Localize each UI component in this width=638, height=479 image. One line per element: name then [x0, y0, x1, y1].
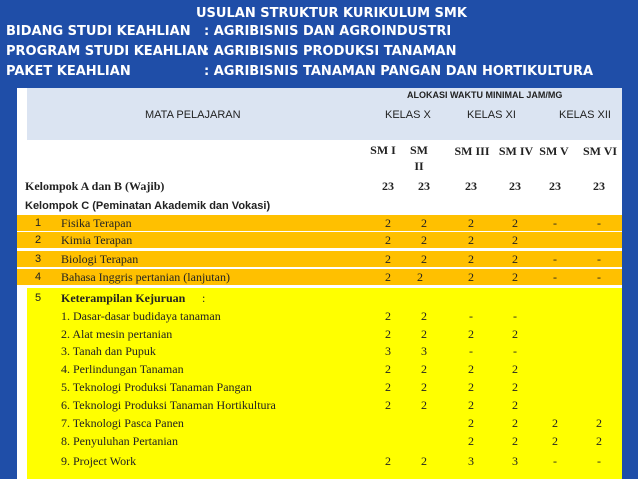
semester-label-3: SM III	[454, 144, 490, 158]
sm6-value	[587, 232, 611, 248]
subject-name: Bahasa Inggris pertanian (lanjutan)	[61, 270, 230, 284]
alokasi-header: ALOKASI WAKTU MINIMAL JAM/MG	[407, 90, 563, 100]
kelas-xii-header: KELAS XII	[559, 109, 611, 121]
row-number: 5	[34, 292, 42, 304]
sm1-value	[376, 415, 400, 431]
sm6-value: -	[597, 270, 601, 284]
table-header	[27, 88, 622, 140]
sm1-value	[376, 433, 400, 449]
program-studi-label: PROGRAM STUDI KEAHLIAN	[6, 44, 208, 59]
table-row	[17, 343, 622, 359]
sm2-value: 2	[421, 398, 427, 412]
sm5-value: 2	[552, 416, 558, 430]
sm5-value: -	[553, 454, 557, 468]
sm6-value: 2	[596, 434, 602, 448]
sm5-value: -	[553, 216, 557, 230]
sm5-value	[543, 379, 567, 395]
sm5-value	[543, 326, 567, 342]
row-number: 2	[34, 234, 42, 246]
sm3-value: 2	[468, 398, 474, 412]
sm2-value: 2	[421, 309, 427, 323]
group-a-b-row	[17, 178, 622, 194]
sm4-value: 2	[512, 216, 518, 230]
group-c-label: Kelompok C (Peminatan Akademik dan Vokasi)	[25, 200, 271, 212]
sm2-value	[412, 433, 436, 449]
group-a-b-sm4: 23	[509, 179, 521, 193]
table-row	[17, 453, 622, 469]
sm4-value: 2	[512, 362, 518, 376]
sm4-value: 2	[512, 398, 518, 412]
sm5-value: 2	[552, 434, 558, 448]
sm5-value	[543, 361, 567, 377]
table-row	[17, 215, 622, 231]
sm4-value: 3	[512, 454, 518, 468]
sm5-value	[543, 397, 567, 413]
subject-name: 7. Teknologi Pasca Panen	[61, 416, 184, 430]
sm5-value: -	[553, 270, 557, 284]
sm6-value	[587, 379, 611, 395]
sm3-value: -	[469, 309, 473, 323]
sm4-value: -	[513, 344, 517, 358]
sm3-value: 2	[468, 362, 474, 376]
keterampilan-colon: :	[202, 291, 206, 305]
semester-header-6	[575, 144, 625, 159]
sm2-value: 2	[421, 380, 427, 394]
subject-name: 5. Teknologi Produksi Tanaman Pangan	[61, 380, 252, 394]
sm1-value: 2	[385, 252, 391, 266]
sm3-value: 2	[468, 380, 474, 394]
table-row	[17, 269, 622, 285]
curriculum-table	[17, 88, 622, 479]
subject-name: 9. Project Work	[61, 454, 137, 468]
sm5-value	[543, 232, 567, 248]
sm5-value	[543, 343, 567, 359]
table-row	[17, 415, 622, 431]
group-a-b-sm5: 23	[549, 179, 561, 193]
sm3-value: 2	[468, 233, 474, 247]
sm1-value: 2	[385, 233, 391, 247]
sm1-value: 2	[385, 454, 391, 468]
sm1-value: 2	[385, 216, 391, 230]
sm3-value: 3	[468, 454, 474, 468]
slide-header	[0, 0, 638, 88]
sm6-value: -	[597, 454, 601, 468]
sm2-value: 2	[421, 216, 427, 230]
sm2-value	[412, 415, 436, 431]
kelas-xi-header: KELAS XI	[467, 109, 516, 121]
table-row	[17, 361, 622, 377]
sm6-value	[587, 326, 611, 342]
sm3-value: 2	[468, 327, 474, 341]
group-a-b-sm1: 23	[382, 179, 394, 193]
subject-name: 8. Penyuluhan Pertanian	[61, 434, 178, 448]
sm2-value: 3	[421, 344, 427, 358]
sm3-value: 2	[468, 416, 474, 430]
sm2-value: 2	[421, 362, 427, 376]
sm4-value: 2	[512, 233, 518, 247]
sm4-value: 2	[512, 434, 518, 448]
subject-name: 6. Teknologi Produksi Tanaman Hortikultura	[61, 398, 276, 412]
semester-label-1: SM I	[370, 143, 396, 157]
semester-label-2: SM II	[410, 143, 428, 173]
subject-name: Kimia Terapan	[61, 233, 133, 247]
sm6-value: -	[597, 252, 601, 266]
sm2-value: 2	[421, 327, 427, 341]
sm1-value: 2	[385, 270, 391, 284]
paket-keahlian-label: PAKET KEAHLIAN	[6, 64, 131, 79]
row-number: 3	[34, 253, 42, 265]
sm1-value: 3	[385, 344, 391, 358]
sm4-value: 2	[512, 252, 518, 266]
group-a-b-sm2: 23	[418, 179, 430, 193]
bidang-studi-value: : AGRIBISNIS DAN AGROINDUSTRI	[204, 24, 452, 39]
subject-name: 1. Dasar-dasar budidaya tanaman	[61, 309, 221, 323]
group-c-row	[17, 198, 622, 214]
sm1-value: 2	[385, 398, 391, 412]
mata-pelajaran-header: MATA PELAJARAN	[145, 109, 241, 121]
sm3-value: 2	[468, 216, 474, 230]
sm5-value	[543, 308, 567, 324]
sm3-value: 2	[468, 270, 474, 284]
semester-header-5	[529, 144, 579, 159]
subject-name: 2. Alat mesin pertanian	[61, 327, 173, 341]
sm4-value: 2	[512, 416, 518, 430]
keterampilan-row	[17, 290, 622, 306]
sm2-value: 2	[421, 252, 427, 266]
table-row	[17, 433, 622, 449]
subject-name: 4. Perlindungan Tanaman	[61, 362, 184, 376]
sm6-value	[587, 308, 611, 324]
subject-name: Biologi Terapan	[61, 252, 139, 266]
keterampilan-label: Keterampilan Kejuruan	[61, 291, 186, 305]
sm1-value: 2	[385, 309, 391, 323]
subject-name: 3. Tanah dan Pupuk	[61, 344, 156, 358]
sm3-value: 2	[468, 252, 474, 266]
sm6-value	[587, 361, 611, 377]
paket-keahlian-value: : AGRIBISNIS TANAMAN PANGAN DAN HORTIKULTURA	[204, 64, 594, 79]
group-a-b-sm6: 23	[593, 179, 605, 193]
program-studi-value: : AGRIBISNIS PRODUKSI TANAMAN	[204, 44, 457, 59]
semester-label-6: SM VI	[582, 144, 618, 158]
sm2-value: 2	[421, 454, 427, 468]
sm4-value: 2	[512, 380, 518, 394]
bidang-studi-label: BIDANG STUDI KEAHLIAN	[6, 24, 191, 39]
table-row	[17, 379, 622, 395]
page-title: USULAN STRUKTUR KURIKULUM SMK	[196, 6, 467, 21]
sm2-value: 2	[421, 233, 427, 247]
row-number: 4	[34, 271, 42, 283]
sm4-value: 2	[512, 270, 518, 284]
sm5-value: -	[553, 252, 557, 266]
semester-header-2	[405, 142, 433, 174]
group-a-b-sm3: 23	[465, 179, 477, 193]
sm1-value: 2	[385, 380, 391, 394]
group-a-b-label: Kelompok A dan B (Wajib)	[25, 179, 165, 193]
semester-label-4: SM IV	[498, 144, 534, 158]
sm3-value: -	[469, 344, 473, 358]
table-row	[17, 232, 622, 248]
subject-name: Fisika Terapan	[61, 216, 132, 230]
table-row	[17, 326, 622, 342]
sm3-value: 2	[468, 434, 474, 448]
sm6-value	[587, 397, 611, 413]
sm6-value: 2	[596, 416, 602, 430]
semester-header-1	[369, 142, 397, 158]
sm4-value: -	[513, 309, 517, 323]
row-number: 1	[34, 217, 42, 229]
sm2-value: 2	[417, 270, 423, 284]
sm6-value: -	[597, 216, 601, 230]
sm6-value	[587, 343, 611, 359]
sm4-value: 2	[512, 327, 518, 341]
table-row	[17, 397, 622, 413]
sm1-value: 2	[385, 327, 391, 341]
kelas-x-header: KELAS X	[385, 109, 431, 121]
right-border	[628, 88, 638, 479]
table-row	[17, 308, 622, 324]
table-row	[17, 251, 622, 267]
sm1-value: 2	[385, 362, 391, 376]
semester-label-5: SM V	[539, 144, 569, 158]
